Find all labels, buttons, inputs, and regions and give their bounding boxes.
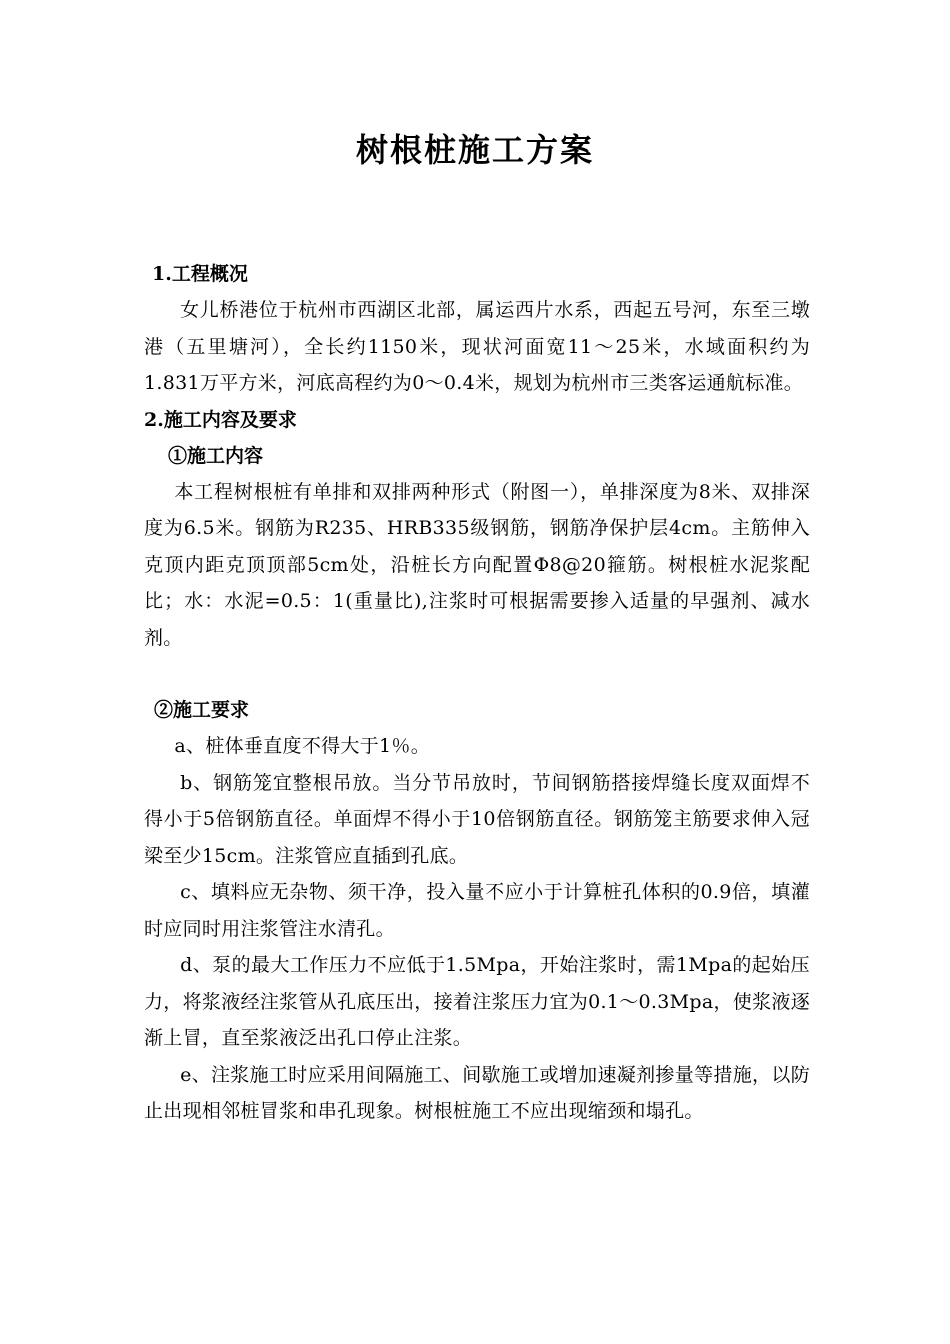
document-body [144,256,810,1130]
requirement-c: c、填料应无杂物、须干净，投入量不应小于计算桩孔体积的0.9倍，填灌时应同时用注浆管注水清孔。 [144,881,810,940]
subsection-construction-content-heading: ①施工内容 [168,444,264,467]
section-1-heading: 1.工程概况 [152,263,248,285]
spacer [144,656,810,692]
requirement-b: b、钢筋笼宜整根吊放。当分节吊放时，节间钢筋搭接焊缝长度双面焊不得小于5倍钢筋直径。单面焊不得小于10倍钢筋直径。钢筋笼主筋要求伸入冠梁至少15cm。注浆管应直插到孔底。 [144,771,810,867]
subsection-construction-requirements-heading: ②施工要求 [154,699,250,721]
requirement-a: a、桩体垂直度不得大于1％。 [174,735,431,757]
subsection-construction-content-paragraph: 本工程树根桩有单排和双排两种形式（附图一），单排深度为8米、双排深度为6.5米。钢筋为R235、HRB335级钢筋，钢筋净保护层4cm。主筋伸入克顶内距克顶顶部5cm处，沿桩长方向配置Φ8@20箍筋。树根桩水泥浆配比；水：水泥=0.5：1(重量比),注浆时可根据需要掺入适量的早强剂、减水剂。 [144,480,810,649]
requirement-d: d、泵的最大工作压力不应低于1.5Mpa，开始注浆时，需1Mpa的起始压力，将浆液经注浆管从孔底压出，接着注浆压力宜为0.1～0.3Mpa，使浆液逐渐上冒，直至浆液泛出孔口停止注浆。 [144,954,810,1049]
requirement-e: e、注浆施工时应采用间隔施工、间歇施工或增加速凝剂掺量等措施，以防止出现相邻桩冒浆和串孔现象。树根桩施工不应出现缩颈和塌孔。 [144,1063,810,1122]
document-title: 树根桩施工方案 [355,131,594,169]
section-1-paragraph: 女儿桥港位于杭州市西湖区北部，属运西片水系，西起五号河，东至三墩港（五里塘河），全长约1150米，现状河面宽11～25米，水域面积约为1.831万平方米，河底高程约为0～0.4米，规划为杭州市三类客运通航标准。 [144,299,810,394]
section-2-heading: 2.施工内容及要求 [144,408,297,431]
